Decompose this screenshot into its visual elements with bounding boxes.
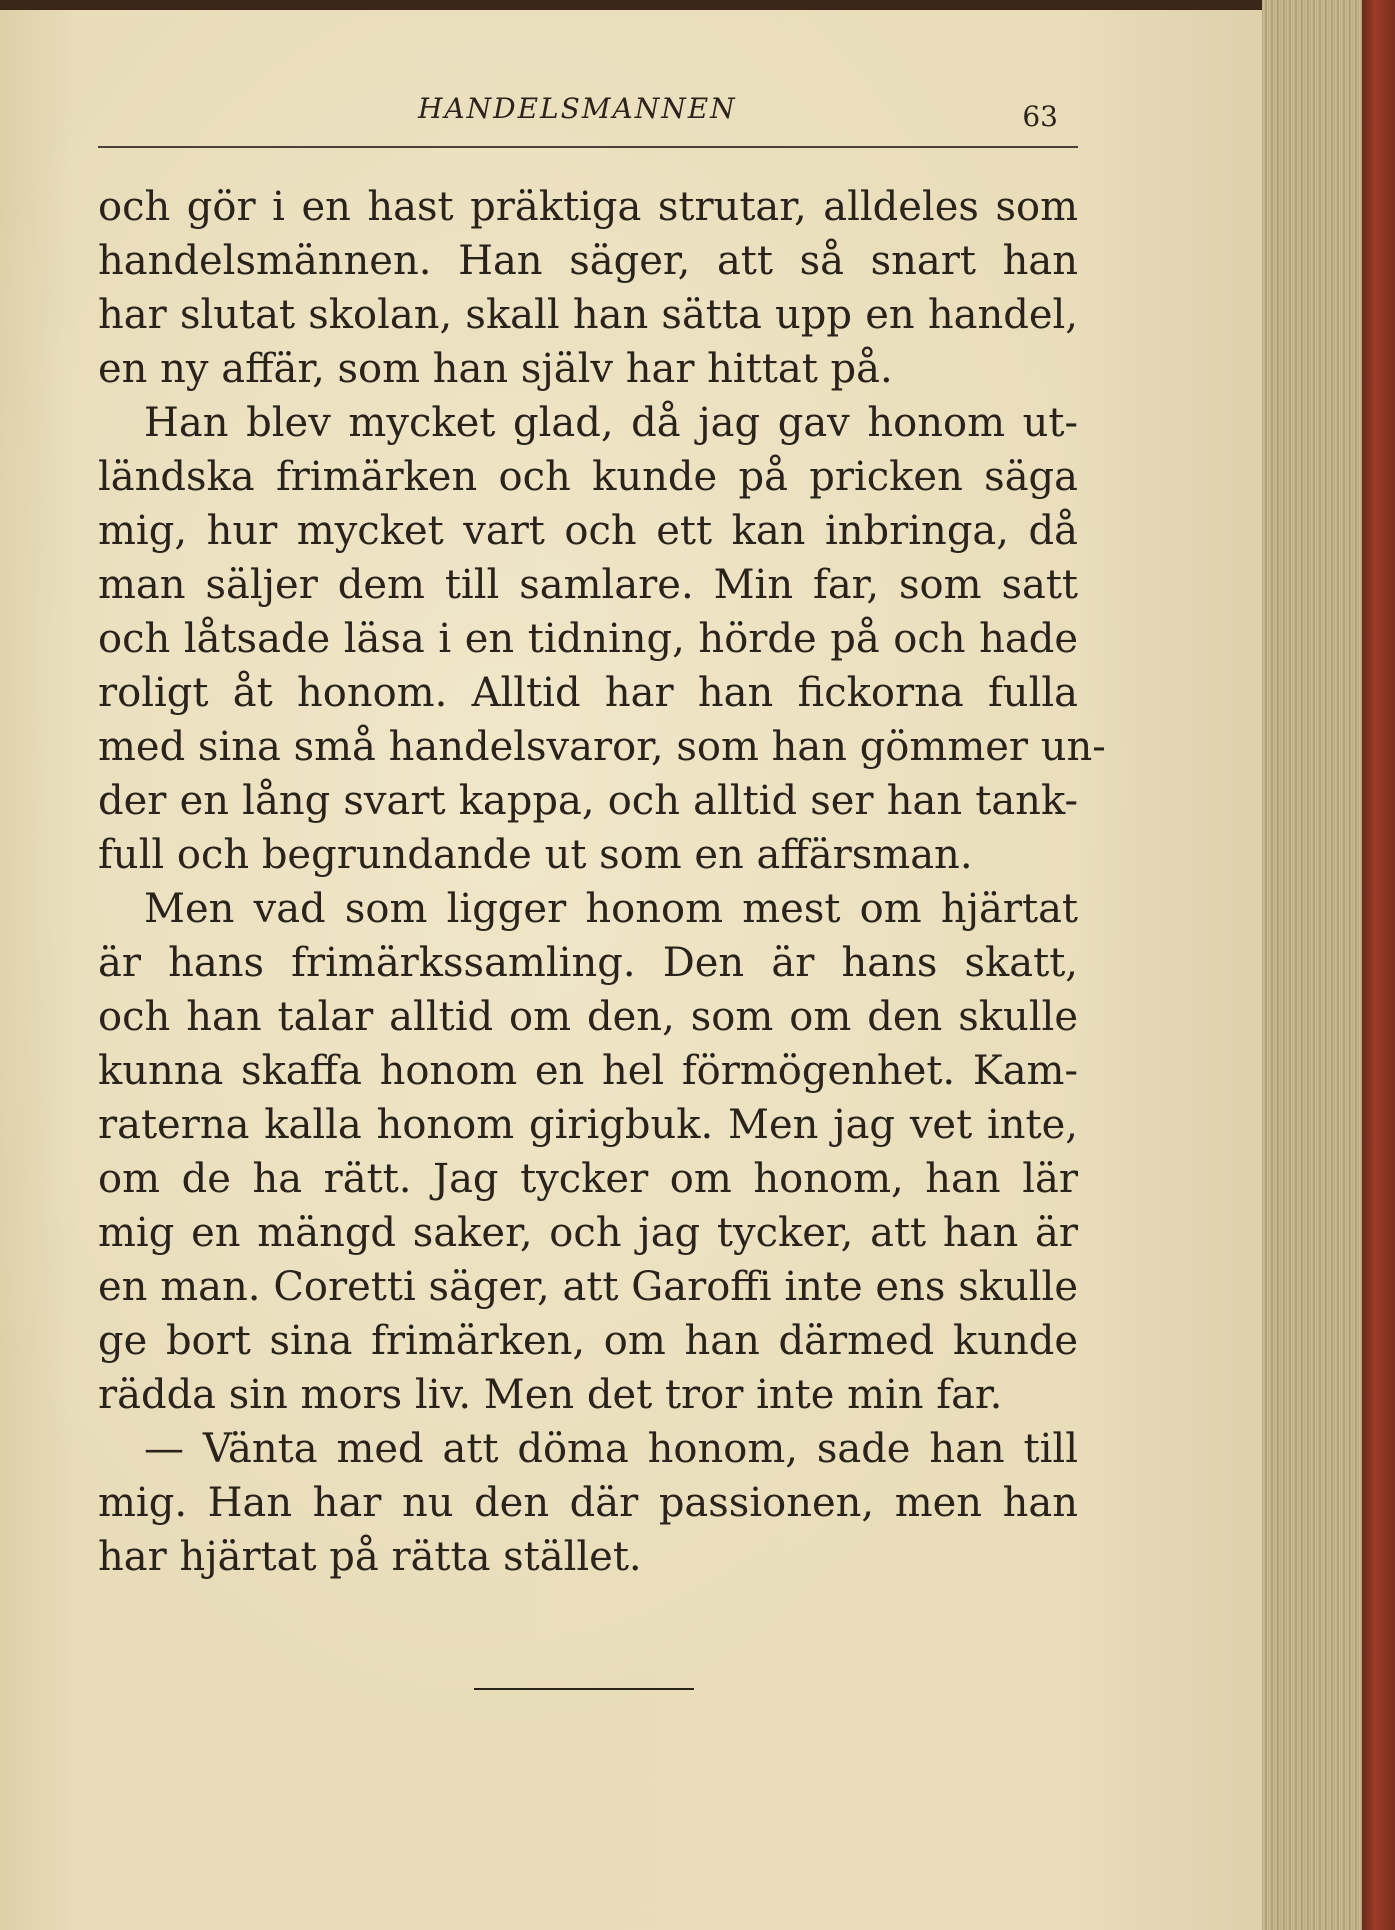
text-line: har slutat skolan, skall han sätta upp en handel, [98,292,1078,338]
text-line: roligt åt honom. Alltid har han fickorna fulla [98,670,1078,716]
text-line: der en lång svart kappa, och alltid ser han tank- [98,778,1078,824]
chapter-end-rule [474,1688,694,1690]
text-line: mig, hur mycket vart och ett kan inbringa, då [98,508,1078,554]
book-cover-edge [1362,0,1395,1930]
text-line: är hans frimärkssamling. Den är hans skatt, [98,940,1078,986]
text-line: Men vad som ligger honom mest om hjärtat [144,886,1078,932]
running-title: HANDELSMANNEN [418,92,737,125]
text-line: raterna kalla honom girigbuk. Men jag vet inte, [98,1102,1078,1148]
text-line: om de ha rätt. Jag tycker om honom, han lär [98,1156,1078,1202]
page-number: 63 [1022,100,1058,133]
text-line: och låtsade läsa i en tidning, hörde på och hade [98,616,1078,662]
text-line: ländska frimärken och kunde på pricken säga [98,454,1078,500]
text-line: en man. Coretti säger, att Garoffi inte ens skulle [98,1264,1078,1310]
text-line: handelsmännen. Han säger, att så snart han [98,238,1078,284]
text-line: kunna skaffa honom en hel förmögenhet. Kam- [98,1048,1078,1094]
text-line: rädda sin mors liv. Men det tror inte min far. [98,1372,1003,1418]
text-line: med sina små handelsvaror, som han gömmer un- [98,724,1106,770]
text-line: man säljer dem till samlare. Min far, som satt [98,562,1078,608]
text-line: Han blev mycket glad, då jag gav honom ut- [144,400,1078,446]
text-line: — Vänta med att döma honom, sade han till [144,1426,1078,1472]
text-line: mig. Han har nu den där passionen, men han [98,1480,1078,1526]
text-line: och han talar alltid om den, som om den skulle [98,994,1078,1040]
running-head [98,86,1078,148]
text-line: ge bort sina frimärken, om han därmed kunde [98,1318,1078,1364]
text-line: har hjärtat på rätta stället. [98,1534,642,1580]
text-line: full och begrundande ut som en affärsman. [98,832,973,878]
text-line: mig en mängd saker, och jag tycker, att han är [98,1210,1078,1256]
text-line: och gör i en hast präktiga strutar, alldeles som [98,184,1078,230]
body-text [98,180,1106,1584]
text-line: en ny affär, som han själv har hittat på. [98,346,893,392]
